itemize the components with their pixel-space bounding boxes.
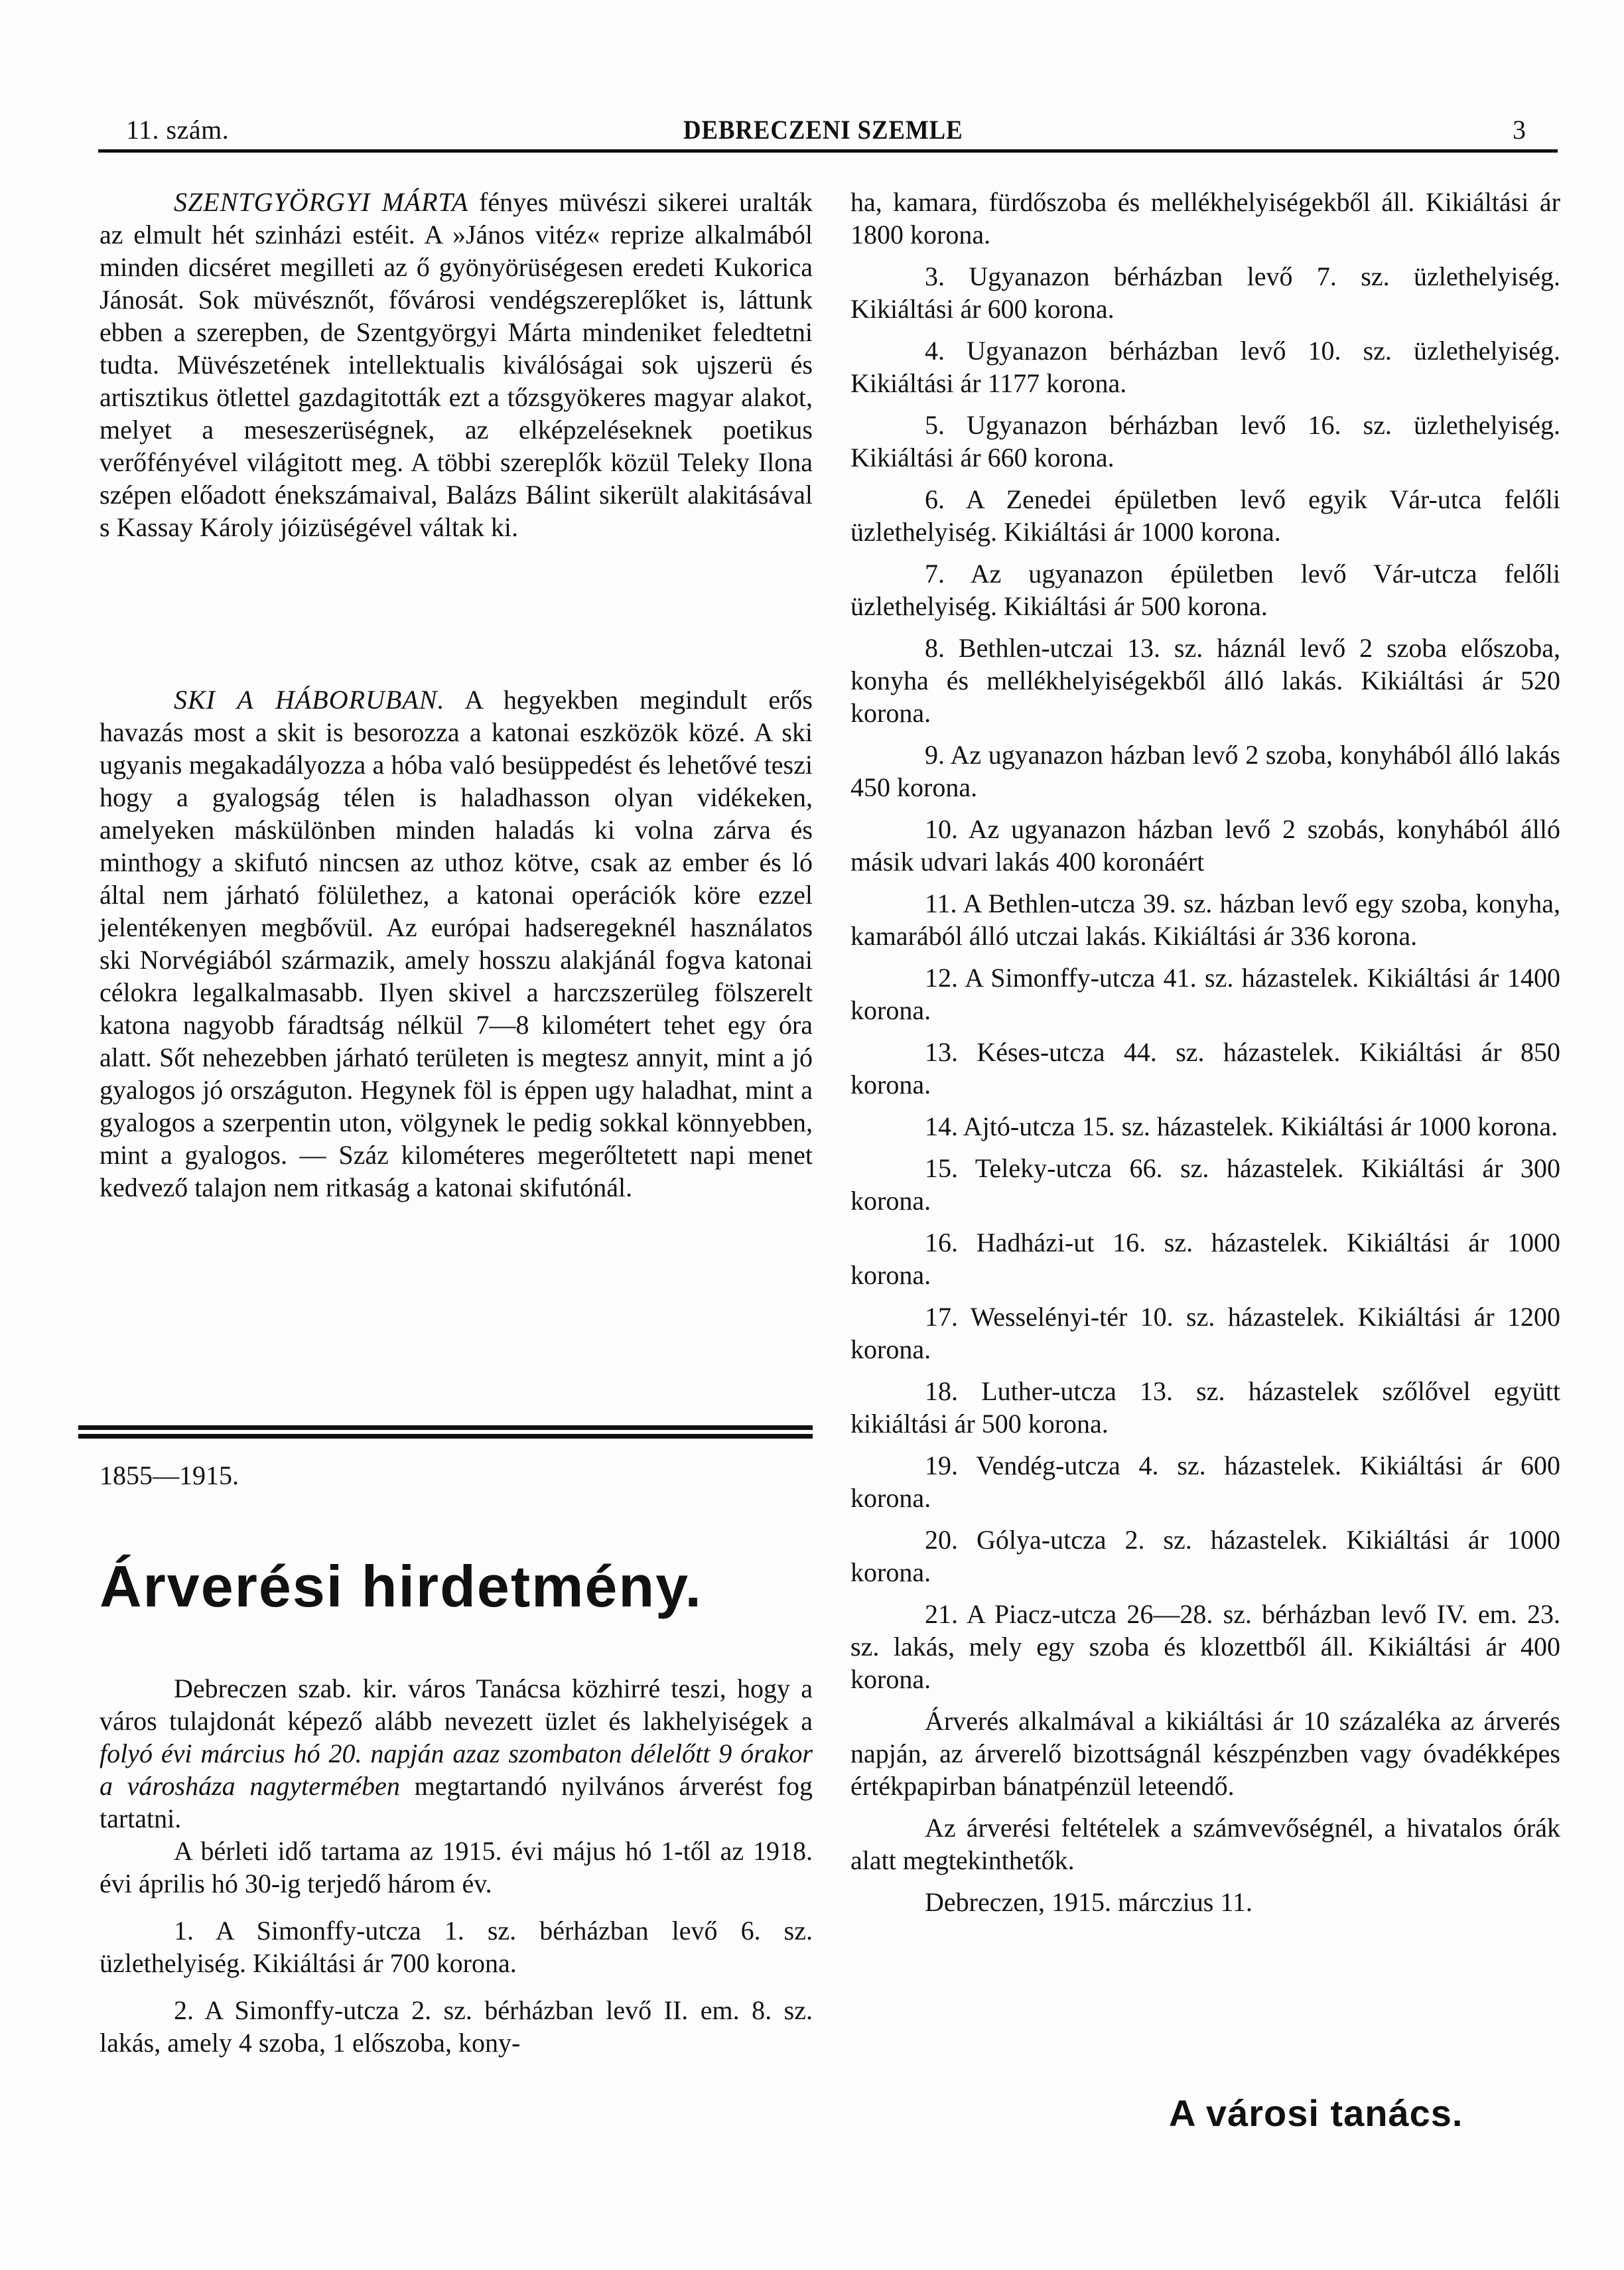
article-lead: SZENTGYÖRGYI MÁRTA	[174, 187, 469, 217]
notice-item: 19. Vendég-utcza 4. sz. házastelek. Kikiáltási ár 600 korona.	[850, 1451, 1560, 1513]
notice-item: 6. A Zenedei épületben levő egyik Vár-utca felőli üzlethelyiség. Kikiáltási ár 1000 korona.	[850, 484, 1560, 547]
notice-item: 3. Ugyanazon bérházban levő 7. sz. üzlethelyiség. Kikiáltási ár 600 korona.	[850, 261, 1560, 324]
article-body: fényes müvészi sikerei uralták az elmult hét szinházi estéit. A »János vitéz« reprize alkalmából minden dicséret megilleti az ő gyönyörüségesen eredeti Kukorica Jánosát. Sok müvésznőt, fővárosi vendégszereplőket is, láttunk ebben a szerepben, de Szentgyörgyi Márta mindeniket feledtetni tudta. Müvészetének intellektualis kiválóságai sok ujszerü és artisztikus ötlettel gazdagitották ezt a tőzsgyökeres magyar alakot, melyet a meseszerüségnek, az elképzeléseknek poetikus verőfényével világitott meg. A többi szereplők közül Teleky Ilona szépen előadott énekszámaival, Balázs Bálint sikerült alakitásával s Kassay Károly jóizüségével váltak ki.	[100, 187, 813, 542]
notice-years: 1855—1915.	[100, 1460, 239, 1490]
header-rule	[98, 149, 1558, 153]
notice-continuation	[850, 186, 1560, 1928]
notice-item-continued: ha, kamara, fürdőszoba és mellékhelyiségekből áll. Kikiáltási ár 1800 korona.	[850, 187, 1560, 249]
notice-item: 15. Teleky-utcza 66. sz. házastelek. Kikiáltási ár 300 korona.	[850, 1153, 1560, 1216]
notice-item: 9. Az ugyanazon házban levő 2 szoba, konyhából álló lakás 450 korona.	[850, 740, 1560, 802]
notice-item: 8. Bethlen-utczai 13. sz. háznál levő 2 szoba előszoba, konyha és mellékhelyiségekből álló lakás. Kikiáltási ár 520 korona.	[850, 633, 1560, 728]
notice-intro: Debreczen szab. kir. város Tanácsa közhirré teszi, hogy a város tulajdonát képező alább nevezett üzlet és lakhelyiségek a	[100, 1673, 813, 1736]
notice-dateline: Debreczen, 1915. márczius 11.	[925, 1887, 1252, 1917]
notice-item: 5. Ugyanazon bérházban levő 16. sz. üzlethelyiség. Kikiáltási ár 660 korona.	[850, 410, 1560, 472]
notice-item: 16. Hadházi-ut 16. sz. házastelek. Kikiáltási ár 1000 korona.	[850, 1228, 1560, 1290]
page-number: 3	[1513, 115, 1526, 145]
notice-item: 18. Luther-utcza 13. sz. házastelek szőlővel együtt kikiáltási ár 500 korona.	[850, 1376, 1560, 1439]
notice-item: 7. Az ugyanazon épületben levő Vár-utcza felőli üzlethelyiség. Kikiáltási ár 500 korona.	[850, 559, 1560, 621]
notice-item: 12. A Simonffy-utcza 41. sz. házastelek. Kikiáltási ár 1400 korona.	[850, 963, 1560, 1025]
notice-item: 1. A Simonffy-utcza 1. sz. bérházban levő 6. sz. üzlethelyiség. Kikiáltási ár 700 korona.	[100, 1916, 813, 1978]
notice-item: 21. A Piacz-utcza 26—28. sz. bérházban levő IV. em. 23. sz. lakás, mely egy szoba és klozettből áll. Kikiáltási ár 400 korona.	[850, 1599, 1560, 1694]
notice-item: 20. Gólya-utcza 2. sz. házastelek. Kikiáltási ár 1000 korona.	[850, 1525, 1560, 1587]
notice-signature: A városi tanács.	[1169, 2092, 1463, 2134]
publication-title: DEBRECZENI SZEMLE	[683, 115, 963, 145]
notice-item: 2. A Simonffy-utcza 2. sz. bérházban levő II. em. 8. sz. lakás, amely 4 szoba, 1 előszoba, kony-	[100, 1995, 813, 2058]
notice-term: A bérleti idő tartama az 1915. évi május hó 1-től az 1918. évi április hó 30-ig terjedő három év.	[100, 1836, 813, 1898]
notice-item: 17. Wesselényi-tér 10. sz. házastelek. Kikiáltási ár 1200 korona.	[850, 1302, 1560, 1364]
article-body: A hegyekben megindult erős havazás most a skit is besorozza a katonai eszközök közé. A ski ugyanis megakadályozza a hóba való besüppedést és lehetővé teszi hogy a gyalogság télen is haladhasson olyan vidékeken, amelyeken máskülönben minden haladás ki volna zárva és minthogy a skifutó nincsen az uthoz kötve, csak az ember és ló által nem járható fölülethez, a katonai operációk köre ezzel jelentékenyen megbővül. Az európai hadseregeknél használatos ski Norvégiából származik, amely hosszu alakjánál fogva katonai célokra legalkalmasabb. Ilyen skivel a harczszerüleg fölszerelt katona nagyobb fáradtság nélkül 7—8 kilométert tehet egy óra alatt. Sőt nehezebben járható területen is megtesz annyit, mint a jó gyalogos jó országuton. Hegynek föl is éppen ugy haladhat, mint a gyalogos a szerpentin uton, völgynek le pedig sokkal könnyebben, mint a gyalogos. — Száz kilométeres megerőltetett napi menet kedvező talajon nem ritkaság a katonai skifutónál.	[100, 685, 813, 1202]
notice-item: 13. Késes-utcza 44. sz. házastelek. Kikiáltási ár 850 korona.	[850, 1037, 1560, 1100]
notice-conditions: Az árverési feltételek a számvevőségnél, a hivatalos órák alatt megtekinthetők.	[850, 1813, 1560, 1875]
notice-item: 11. A Bethlen-utcza 39. sz. házban levő egy szoba, konyha, kamarából álló utczai lakás. Kikiáltási ár 336 korona.	[850, 888, 1560, 951]
notice-intro-end: megtartandó nyilvános árverést fog tartatni.	[100, 1771, 813, 1833]
notice-intro-date: folyó évi március hó 20. napján azaz szombaton délelőtt 9 órakor a városháza nagytermében	[100, 1738, 813, 1801]
notice-item: 10. Az ugyanazon házban levő 2 szobás, konyhából álló másik udvari lakás 400 koronáért	[850, 814, 1560, 877]
article-szentgyorgyi	[100, 186, 813, 543]
notice-item: 4. Ugyanazon bérházban levő 10. sz. üzlethelyiség. Kikiáltási ár 1177 korona.	[850, 336, 1560, 398]
issue-number: 11. szám.	[126, 115, 230, 145]
notice-title: Árverési hirdetmény.	[100, 1553, 703, 1619]
article-lead: SKI A HÁBORUBAN.	[174, 685, 445, 715]
section-double-rule	[78, 1425, 813, 1441]
notice-body	[100, 1672, 813, 2059]
notice-item: 14. Ajtó-utcza 15. sz. házastelek. Kikiáltási ár 1000 korona.	[925, 1111, 1558, 1141]
article-ski	[100, 683, 813, 1204]
notice-deposit: Árverés alkalmával a kikiáltási ár 10 százaléka az árverés napján, az árverelő bizottságnál készpénzben vagy óvadékképes értékpapirban bánatpénzül leteendő.	[850, 1706, 1560, 1801]
